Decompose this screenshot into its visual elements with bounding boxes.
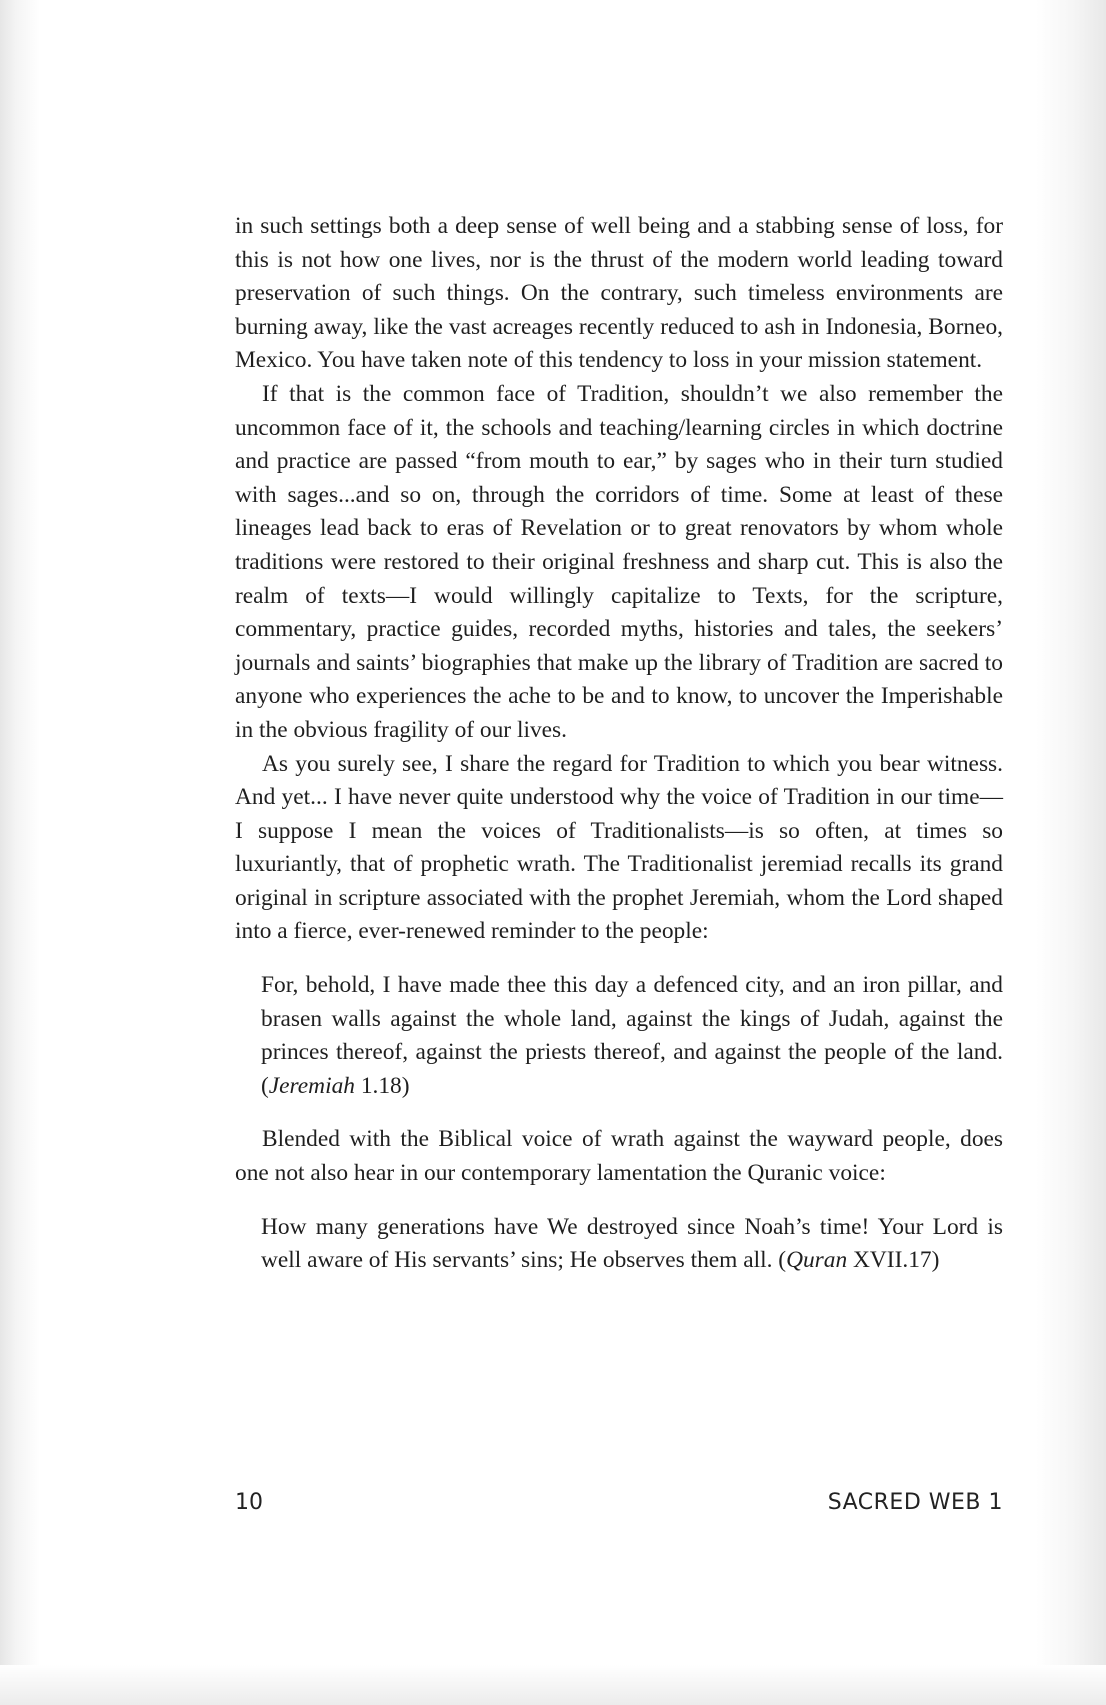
page-edge-shadow-bottom (0, 1665, 1106, 1705)
page-number: 10 (235, 1490, 263, 1515)
quote-source: Quran (786, 1247, 848, 1274)
running-head: SACRED WEB 1 (827, 1490, 1003, 1515)
quote-reference: XVII.17) (847, 1247, 940, 1274)
paragraph: If that is the common face of Tradition, shouldn’t we also remember the uncommon face of it, the schools and teaching/learning circles in which doctrine and practice are passed “from mouth to ear,” by sages who in their turn studied with sages...and so on, through the corridors of time. Some at least of these lineages lead back to eras of Revelation or to great renovators by whom whole traditions were restored to their original freshness and sharp cut. This is also the realm of texts—I would willingly capitalize to Texts, for the scripture, commentary, practice guides, recorded myths, histories and tales, the seekers’ journals and saints’ biographies that make up the library of Tradition are sacred to anyone who experiences the ache to be and to know, to uncover the Imperishable in the obvious fragility of our lives. (235, 380, 1003, 743)
quote-text: How many generations have We destroyed since Noah’s time! Your Lord is well aware of His servants’ sins; He observes them all. ( (261, 1213, 1003, 1274)
page-edge-shadow-right (1036, 0, 1106, 1705)
quote-source: Jeremiah (268, 1072, 355, 1099)
block-quote-quran (261, 1211, 1003, 1278)
paragraph: Blended with the Biblical voice of wrath against the wayward people, does one not also hear in our contemporary lamentation the Quranic voice: (235, 1126, 1003, 1187)
block-quote-jeremiah (261, 969, 1003, 1103)
page-edge-shadow-left (0, 0, 40, 1705)
body-text (235, 210, 1003, 1298)
quote-reference: 1.18) (354, 1072, 410, 1099)
quote-text: For, behold, I have made thee this day a defenced city, and an iron pillar, and brasen walls against the whole land, against the kings of Judah, against the princes thereof, against the priests thereof, and against the people of the land. ( (261, 972, 1003, 1099)
paragraph: As you surely see, I share the regard for Tradition to which you bear witness. And yet... I have never quite understood why the voice of Tradition in our time—I suppose I mean the voices of Traditionalists—is so often, at times so luxuriantly, that of prophetic wrath. The Traditionalist jeremiad recalls its grand original in scripture associated with the prophet Jeremiah, whom the Lord shaped into a fierce, ever-renewed reminder to the people: (235, 750, 1003, 945)
paragraph: in such settings both a deep sense of well being and a stabbing sense of loss, for this is not how one lives, nor is the thrust of the modern world leading toward preservation of such things. On the contrary, such timeless environments are burning away, like the vast acreages recently reduced to ash in Indonesia, Borneo, Mexico. You have taken note of this tendency to loss in your mission statement. (235, 213, 1003, 374)
